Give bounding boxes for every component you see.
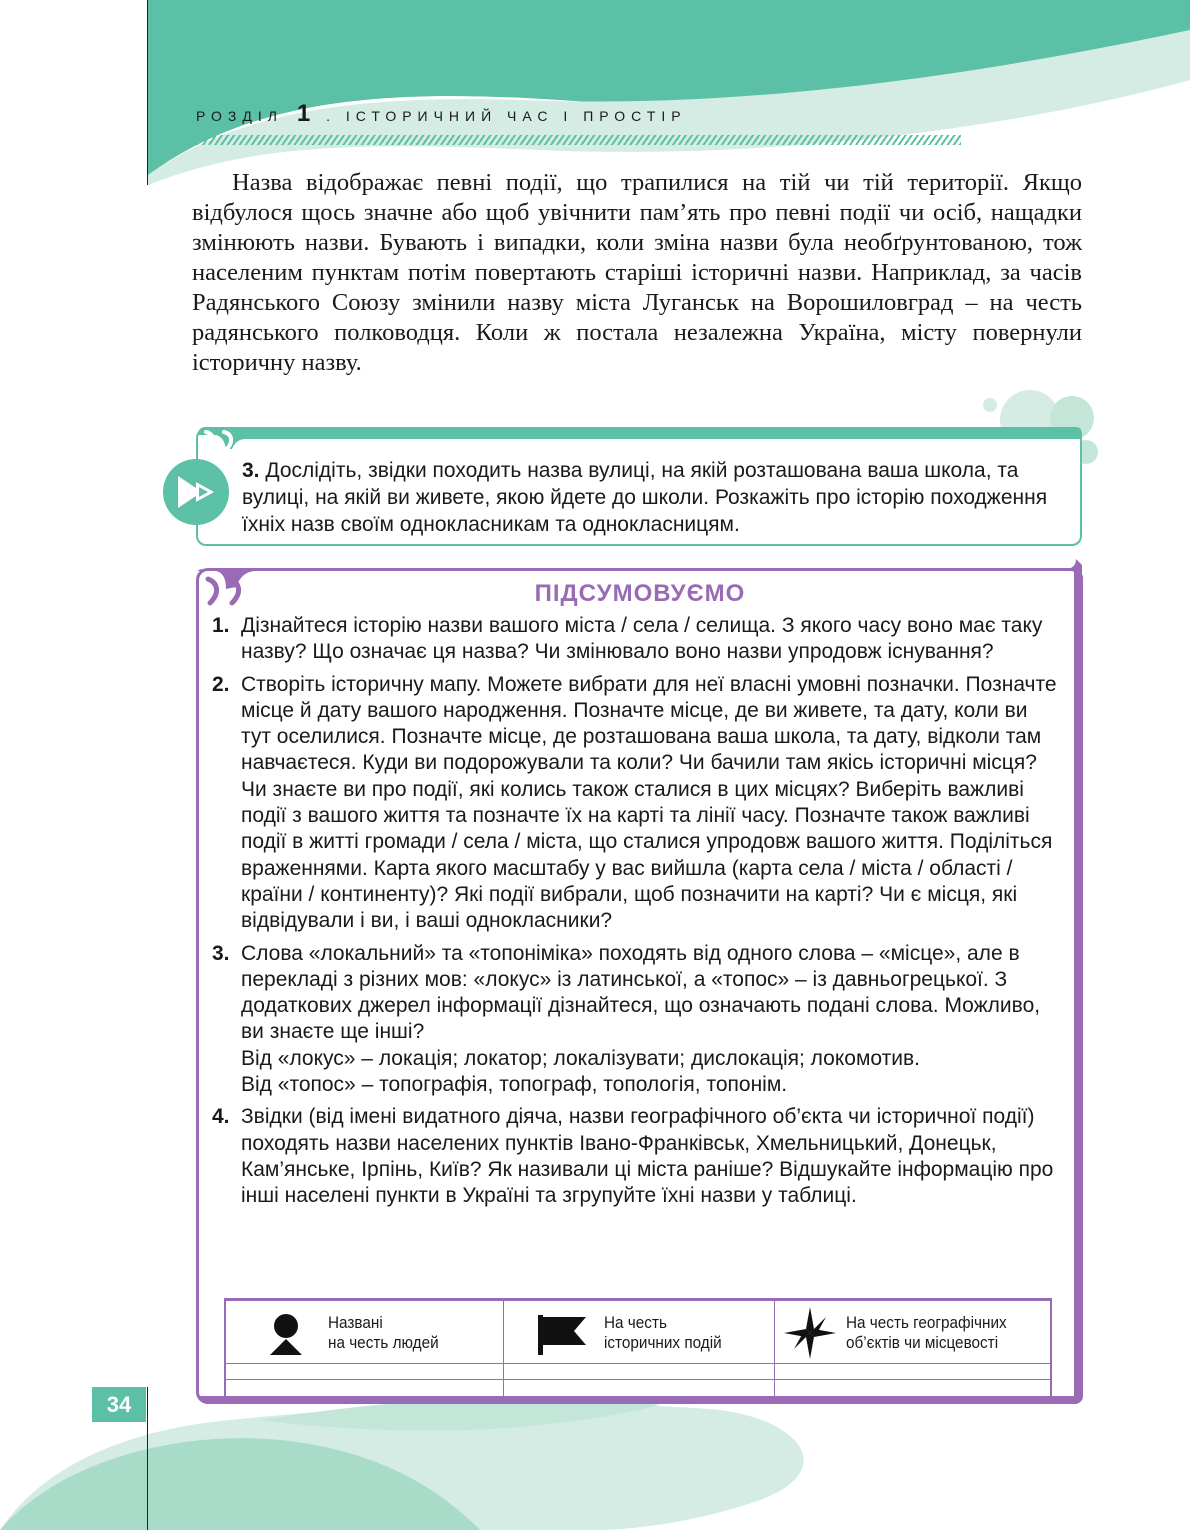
section-number: 1	[296, 100, 313, 127]
section-title: . ІСТОРИЧНИЙ ЧАС І ПРОСТІР	[326, 108, 687, 124]
item-line-locus: Від «локус» – локація; локатор; локалізувати; дислокація; локомотив.	[241, 1046, 920, 1070]
table-header-geography: На честь географічних об’єктів чи місцевості	[846, 1313, 1007, 1352]
names-table	[224, 1298, 1052, 1396]
flag-icon	[534, 1313, 588, 1357]
quote-mark-icon	[198, 428, 248, 458]
item-number: 2.	[212, 672, 230, 696]
compass-rose-icon	[782, 1305, 838, 1361]
header-hatch-rule	[196, 135, 961, 145]
item-number: 1.	[212, 614, 230, 637]
person-icon	[268, 1313, 304, 1357]
intro-paragraph: Назва відображає певні події, що трапилися на тій чи тій території. Якщо відбулося щось значне або щоб увічнити пам’ять про певні події чи осіб, нащадки змінюють назви. Бувають і випадки, коли зміна назви була необґрунтованою, тож населеним пунктам потім повертають старіші історичні назви. Наприклад, за часів Радянського Союзу змінили назву міста Луганськ на Ворошиловград – на честь радянського полководця. Коли ж постала незалежна Україна, місту повернули історичну назву.	[192, 169, 1082, 376]
item-line-topos: Від «топос» – топографія, топограф, топологія, топонім.	[241, 1073, 788, 1097]
margin-rule-bottom	[147, 1387, 148, 1530]
item-text: Дізнайтеся історію назви вашого міста / села / селища. З якого часу воно має таку назву? Що означає ця назва? Чи змінювало воно назви упродовж існування?	[241, 614, 1043, 664]
running-header	[196, 100, 687, 128]
summary-item-3	[212, 941, 1060, 1099]
item-text: Слова «локальний» та «топоніміка» походять від одного слова – «місце», але в перекладі з різних мов: «локус» із латинської, а «топос» – із давньогрецької. З додаткових джерел інформації дізнайтеся, що означають подані слова. Можливо, ви знаєте ще інші?	[241, 941, 1041, 1044]
task-body: Дослідіть, звідки походить назва вулиці, на якій розташована ваша школа, та вулиці, на якій ви живете, якою йдете до школи. Розкажіть про історію походження їхніх назв своїм однокласникам та однокласницям.	[242, 459, 1048, 536]
table-header-people: Названі на честь людей	[328, 1313, 439, 1352]
margin-rule-top	[147, 0, 148, 185]
task-number: 3.	[242, 459, 260, 482]
summary-title: ПІДСУМОВУЄМО	[534, 580, 746, 607]
summary-quote-mark-icon	[198, 575, 258, 609]
table-header-events: На честь історичних подій	[604, 1313, 722, 1352]
page-number: 34	[92, 1387, 146, 1422]
summary-item-1	[212, 613, 1060, 666]
summary-box-shadow	[1074, 570, 1083, 1404]
item-text: Звідки (від імені видатного діяча, назви географічного об’єкта чи історичної події) походять назви населених пунктів Івано-Франківськ, Хмельницький, Донецьк, Кам’янське, Ірпінь, Київ? Як називали ці міста раніше? Відшукайте інформацію про інші населені пункти в Україні та згрупуйте їхні назви у таблиці.	[241, 1105, 1054, 1208]
item-number: 3.	[212, 941, 230, 965]
section-word: РОЗДІЛ	[196, 108, 283, 124]
task-box-header-bar	[196, 425, 1086, 455]
summary-box-bottom	[200, 1396, 1080, 1404]
summary-item-2	[212, 672, 1060, 935]
item-text: Створіть історичну мапу. Можете вибрати для неї власні умовні позначки. Позначте місце й дату вашого народження. Позначте місце, де ви живете, та дату, коли ви тут оселилися. Позначте місце, де розташована ваша школа, та дату, відколи там навчаєтеся. Куди ви подорожували та коли? Чи бачили там якісь історичні місця? Чи знаєте ви про події, які колись також сталися в цих місцях? Виберіть важливі події з вашого життя та позначте їх на карті та лінії часу. Позначте також важливі події в житті громади / села / міста, що сталися упродовж вашого життя. Поділіться враженнями. Карта якого масштабу у вас вийшла (карта села / міста / області / країни / континенту)? Які події вибрали, щоб позначити на карті? Чи є місця, які відвідували і ви, і ваші однокласники?	[241, 672, 1057, 933]
summary-item-4	[212, 1104, 1060, 1209]
play-task-icon	[162, 458, 230, 526]
item-number: 4.	[212, 1105, 230, 1129]
task-text	[242, 457, 1062, 538]
summary-list	[212, 613, 1060, 1216]
